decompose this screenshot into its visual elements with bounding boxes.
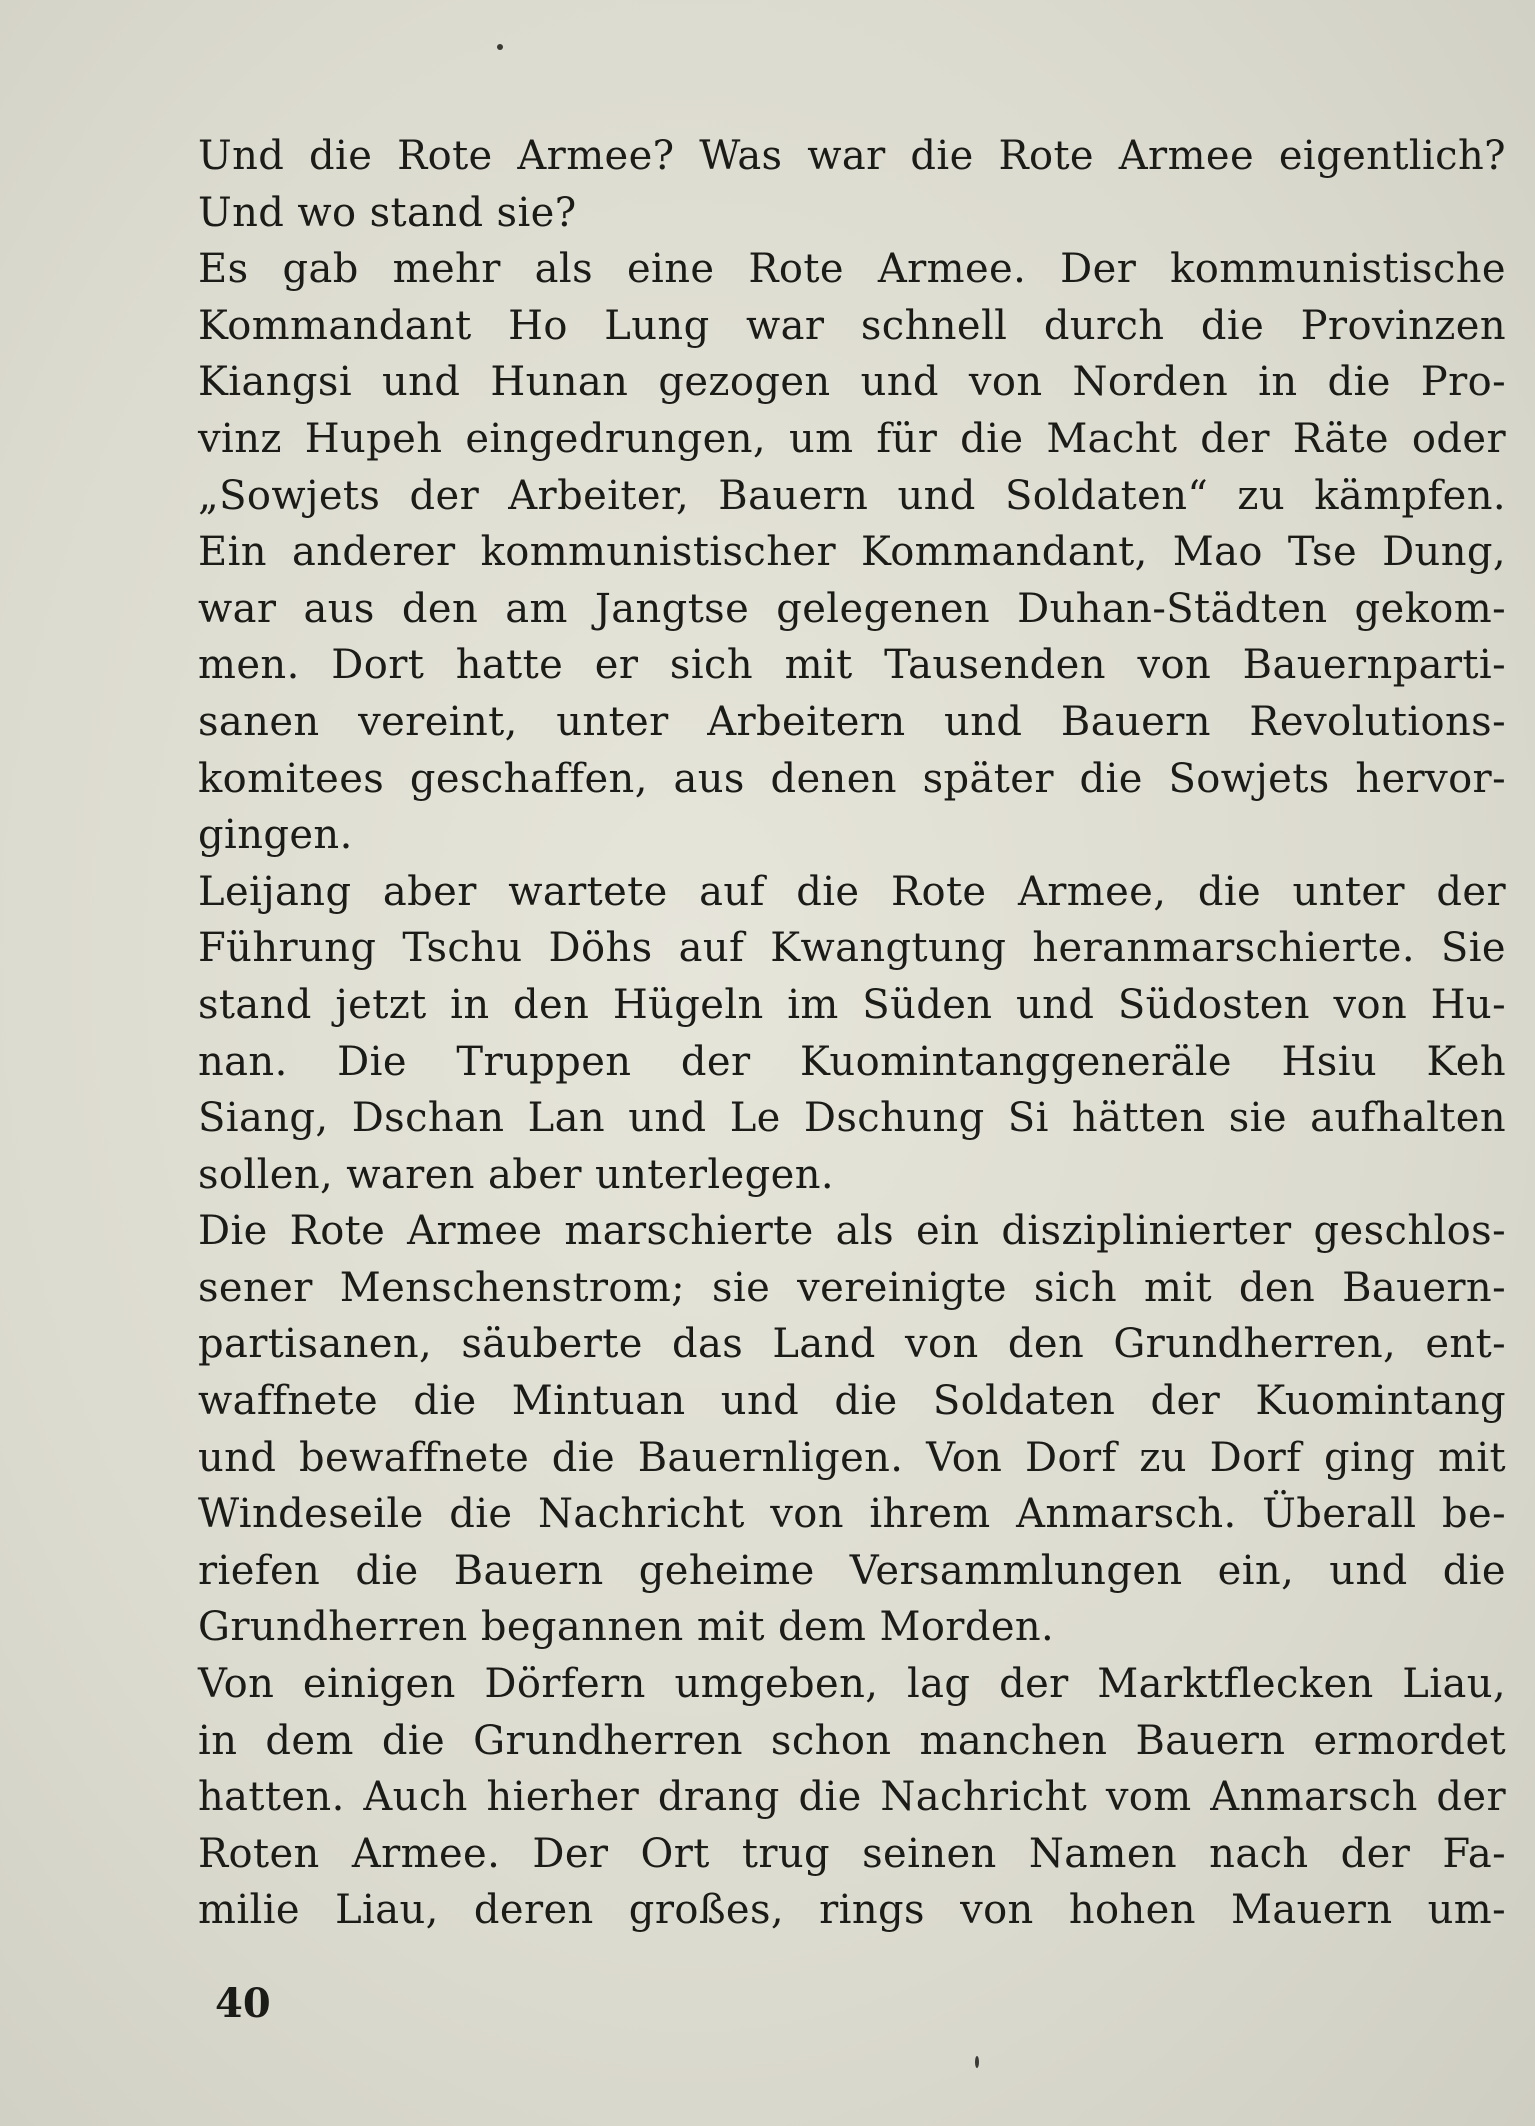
- text-line: Von einigen Dörfern umgeben, lag der Marktflecken Liau,: [198, 1661, 1506, 1708]
- text-line: waffnete die Mintuan und die Soldaten der Kuomintang: [198, 1378, 1506, 1425]
- text-line: Es gab mehr als eine Rote Armee. Der kommunistische: [198, 246, 1506, 293]
- text-line: sener Menschenstrom; sie vereinigte sich mit den Bauern-: [198, 1264, 1506, 1311]
- text-line: Ein anderer kommunistischer Kommandant, Mao Tse Dung,: [198, 529, 1506, 576]
- paragraph-2: [198, 241, 1506, 864]
- paragraph-3: [198, 864, 1506, 1204]
- text-line: vinz Hupeh eingedrungen, um für die Macht der Räte oder: [198, 415, 1506, 462]
- text-line: hatten. Auch hierher drang die Nachricht vom Anmarsch der: [198, 1774, 1506, 1821]
- text-line: riefen die Bauern geheime Versammlungen ein, und die: [198, 1547, 1506, 1594]
- text-line: Grundherren begannen mit dem Morden.: [198, 1604, 1055, 1651]
- text-line: Führung Tschu Döhs auf Kwangtung heranmarschierte. Sie: [198, 925, 1506, 972]
- body-text: [198, 128, 1506, 1939]
- print-speck: [975, 2056, 979, 2068]
- text-line: in dem die Grundherren schon manchen Bauern ermordet: [198, 1717, 1506, 1764]
- text-line: partisanen, säuberte das Land von den Grundherren, ent-: [198, 1321, 1506, 1368]
- text-line: sollen, waren aber unterlegen.: [198, 1151, 834, 1198]
- text-line: Windeseile die Nachricht von ihrem Anmarsch. Überall be-: [198, 1491, 1506, 1538]
- text-line: komitees geschaffen, aus denen später die Sowjets hervor-: [198, 755, 1506, 802]
- text-line: war aus den am Jangtse gelegenen Duhan-Städten gekom-: [198, 585, 1506, 632]
- text-line: Die Rote Armee marschierte als ein disziplinierter geschlos-: [198, 1208, 1506, 1255]
- text-line: Kiangsi und Hunan gezogen und von Norden in die Pro-: [198, 359, 1506, 406]
- paragraph-4: [198, 1203, 1506, 1656]
- text-line: „Sowjets der Arbeiter, Bauern und Soldaten“ zu kämpfen.: [198, 472, 1506, 519]
- text-line: sanen vereint, unter Arbeitern und Bauern Revolutions-: [198, 698, 1506, 745]
- paragraph-5: [198, 1656, 1506, 1939]
- text-line: nan. Die Truppen der Kuomintanggeneräle Hsiu Keh: [198, 1038, 1506, 1085]
- text-line: milie Liau, deren großes, rings von hohen Mauern um-: [198, 1887, 1506, 1934]
- text-line: Roten Armee. Der Ort trug seinen Namen nach der Fa-: [198, 1830, 1506, 1877]
- text-line: men. Dort hatte er sich mit Tausenden von Bauernparti-: [198, 642, 1506, 689]
- text-line: und bewaffnete die Bauernligen. Von Dorf zu Dorf ging mit: [198, 1434, 1506, 1481]
- text-line: Leijang aber wartete auf die Rote Armee, die unter der: [198, 868, 1506, 915]
- text-line: gingen.: [198, 812, 353, 859]
- page-number: 40: [215, 1980, 271, 2027]
- text-line: Und wo stand sie?: [198, 189, 577, 236]
- text-line: Siang, Dschan Lan und Le Dschung Si hätten sie aufhalten: [198, 1095, 1506, 1142]
- text-line: stand jetzt in den Hügeln im Süden und Südosten von Hu-: [198, 981, 1506, 1028]
- paragraph-1: [198, 128, 1506, 241]
- print-speck: [497, 44, 503, 50]
- text-line: Kommandant Ho Lung war schnell durch die Provinzen: [198, 302, 1506, 349]
- text-line: Und die Rote Armee? Was war die Rote Armee eigentlich?: [198, 133, 1506, 179]
